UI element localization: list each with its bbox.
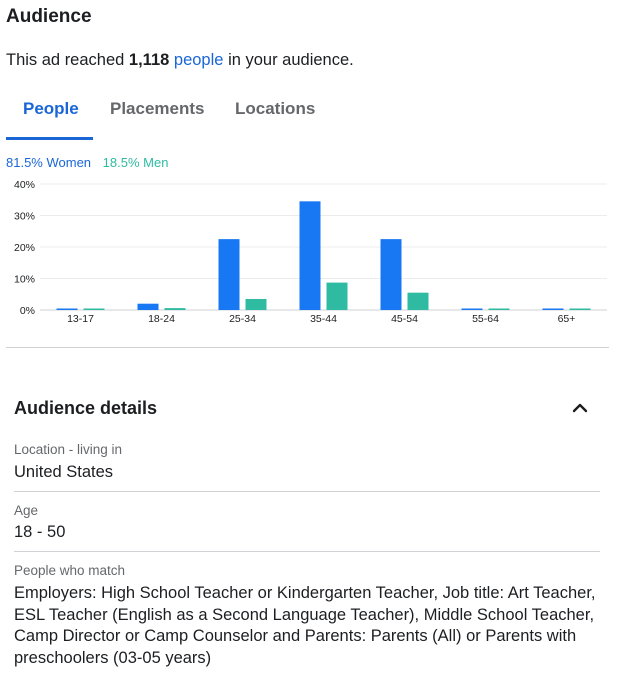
audience-title: Audience (6, 6, 92, 27)
audience-details-title: Audience details (14, 398, 158, 418)
gender-legend (6, 155, 168, 170)
chevron-up-icon[interactable] (571, 400, 589, 414)
audience-tabs (6, 96, 608, 140)
age-value: 18 - 50 (14, 523, 66, 541)
x-tick-label: 13-17 (67, 313, 94, 325)
y-tick-label: 0% (19, 305, 35, 317)
people-who-match-label: People who match (14, 563, 126, 578)
section-divider (6, 347, 609, 348)
bar-women (543, 309, 564, 311)
people-who-match-value: Employers: High School Teacher or Kindergarten Teacher, Job title: Art Teacher, ESL Teacher (English as a Second Language Teacher), Middle School Teacher, Camp Director or Camp Counselor and Parents: Parents (All) or Parents with preschoolers (03-05 years) (14, 584, 596, 667)
age-label: Age (14, 503, 39, 518)
bar-women (138, 304, 159, 310)
bar-men (327, 283, 348, 310)
bar-women (462, 309, 483, 311)
age-gender-bar-chart (0, 176, 626, 336)
bar-women (300, 201, 321, 310)
tab-placements[interactable]: Placements (110, 99, 205, 118)
bar-women (219, 239, 240, 310)
y-tick-label: 20% (13, 242, 35, 254)
reach-summary (6, 51, 354, 70)
reach-prefix: This ad reached (6, 51, 125, 69)
bar-men (408, 293, 429, 310)
bar-men (489, 309, 510, 311)
x-tick-label: 55-64 (472, 313, 499, 325)
location-label: Location - living in (14, 442, 123, 457)
reach-suffix: in your audience. (228, 51, 354, 69)
field-divider (14, 551, 600, 552)
people-link[interactable]: people (173, 51, 224, 69)
reach-count: 1,118 (128, 51, 170, 69)
bar-men (246, 299, 267, 310)
x-tick-label: 25-34 (229, 313, 256, 325)
x-tick-label: 35-44 (310, 313, 337, 325)
y-tick-label: 10% (13, 273, 35, 286)
x-tick-label: 45-54 (391, 313, 418, 325)
bar-women (57, 309, 78, 311)
tab-people[interactable]: People (23, 99, 79, 118)
legend-men: 18.5% Men (102, 155, 169, 170)
location-value: United States (14, 463, 114, 481)
bar-women (381, 239, 402, 310)
legend-women: 81.5% Women (6, 155, 92, 170)
active-tab-indicator (6, 137, 93, 140)
x-tick-label: 65+ (557, 313, 576, 325)
y-tick-label: 40% (13, 179, 35, 191)
field-divider (14, 491, 600, 492)
bar-men (570, 309, 591, 311)
x-tick-label: 18-24 (148, 313, 175, 325)
bar-men (165, 308, 186, 310)
bar-men (84, 309, 105, 311)
tab-locations[interactable]: Locations (235, 99, 316, 118)
y-tick-label: 30% (13, 210, 35, 223)
